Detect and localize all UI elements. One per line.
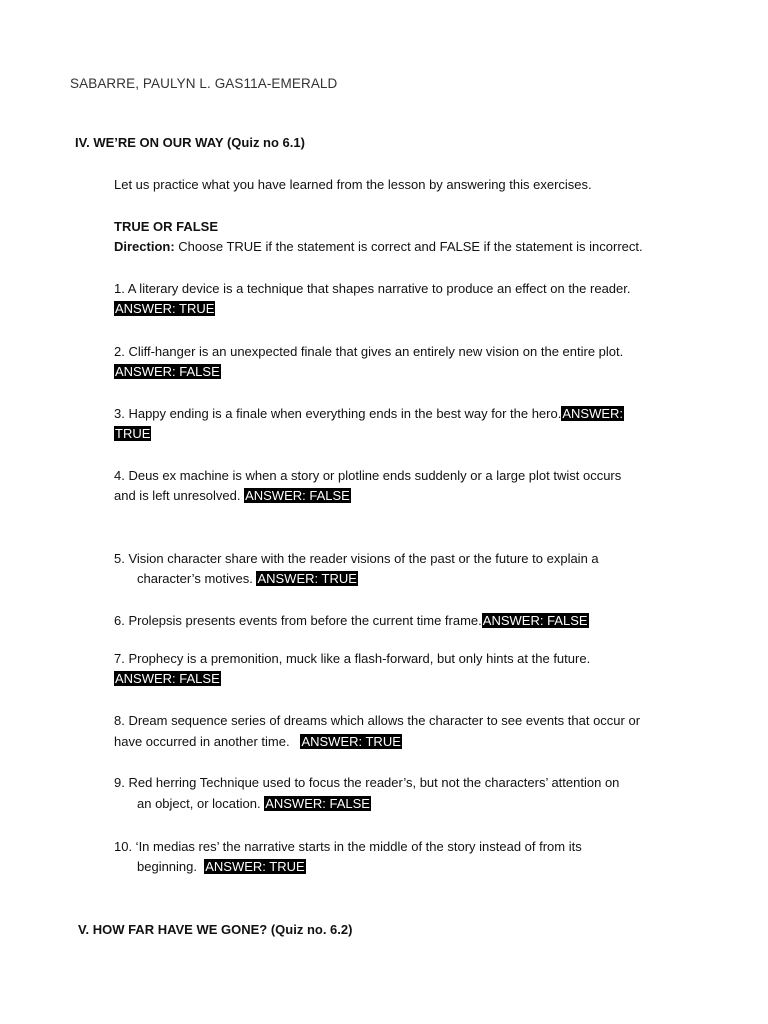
answer-8: ANSWER: TRUE: [301, 734, 401, 749]
section-iv-title: IV. WE’RE ON OUR WAY (Quiz no 6.1): [75, 135, 305, 150]
question-5: 5. Vision character share with the reader visions of the past or the future to explain a: [114, 551, 599, 566]
question-10-cont: [137, 858, 306, 875]
question-8-cont: [114, 733, 402, 750]
question-8: 8. Dream sequence series of dreams which allows the character to see events that occur or: [114, 713, 641, 728]
question-9-text2: an object, or location.: [137, 796, 265, 811]
answer-4: ANSWER: FALSE: [245, 488, 350, 503]
question-2: 2. Cliff-hanger is an unexpected finale that gives an entirely new vision on the entire plot.: [114, 344, 624, 359]
direction-label: Direction:: [114, 239, 175, 254]
answer-6: ANSWER: FALSE: [482, 613, 588, 628]
answer-7: ANSWER: FALSE: [115, 671, 220, 686]
direction-text: Choose TRUE if the statement is correct and FALSE if the statement is incorrect.: [174, 239, 643, 254]
answer-1: ANSWER: TRUE: [115, 301, 215, 316]
answer-5: ANSWER: TRUE: [257, 571, 357, 586]
question-4-text2: and is left unresolved.: [114, 488, 245, 503]
answer-10: ANSWER: TRUE: [205, 859, 305, 874]
answer-line-7: [114, 670, 221, 687]
question-7: 7. Prophecy is a premonition, muck like a flash-forward, but only hints at the future.: [114, 651, 591, 666]
answer-line-1: [114, 300, 215, 317]
question-6: [114, 612, 589, 629]
question-3-text: 3. Happy ending is a finale when everything ends in the best way for the hero.: [114, 406, 562, 421]
question-8-text2: have occurred in another time.: [114, 734, 301, 749]
question-10: 10. ‘In medias res’ the narrative starts in the middle of the story instead of from its: [114, 839, 582, 854]
intro-text: Let us practice what you have learned from the lesson by answering this exercises.: [114, 177, 592, 192]
question-4-cont: [114, 487, 351, 504]
question-1: 1. A literary device is a technique that shapes narrative to produce an effect on the reader.: [114, 281, 631, 296]
answer-9: ANSWER: FALSE: [265, 796, 370, 811]
question-4: 4. Deus ex machine is when a story or plotline ends suddenly or a large plot twist occurs: [114, 468, 622, 483]
answer-2: ANSWER: FALSE: [115, 364, 220, 379]
question-10-text2: beginning.: [137, 859, 205, 874]
direction-line: [114, 238, 643, 255]
question-9: 9. Red herring Technique used to focus the reader’s, but not the characters’ attention on: [114, 775, 620, 790]
question-6-text: 6. Prolepsis presents events from before the current time frame.: [114, 613, 482, 628]
student-name-header: SABARRE, PAULYN L. GAS11A-EMERALD: [70, 76, 338, 91]
question-9-cont: [137, 795, 371, 812]
section-v-title: V. HOW FAR HAVE WE GONE? (Quiz no. 6.2): [78, 922, 353, 937]
question-5-cont: [137, 570, 358, 587]
answer-3a: ANSWER:: [562, 406, 624, 421]
answer-3b: TRUE: [115, 426, 151, 441]
answer-line-2: [114, 363, 221, 380]
answer-line-3: [114, 425, 151, 442]
question-3: [114, 405, 624, 422]
question-5-text2: character’s motives.: [137, 571, 257, 586]
true-or-false-title: TRUE OR FALSE: [114, 219, 219, 234]
